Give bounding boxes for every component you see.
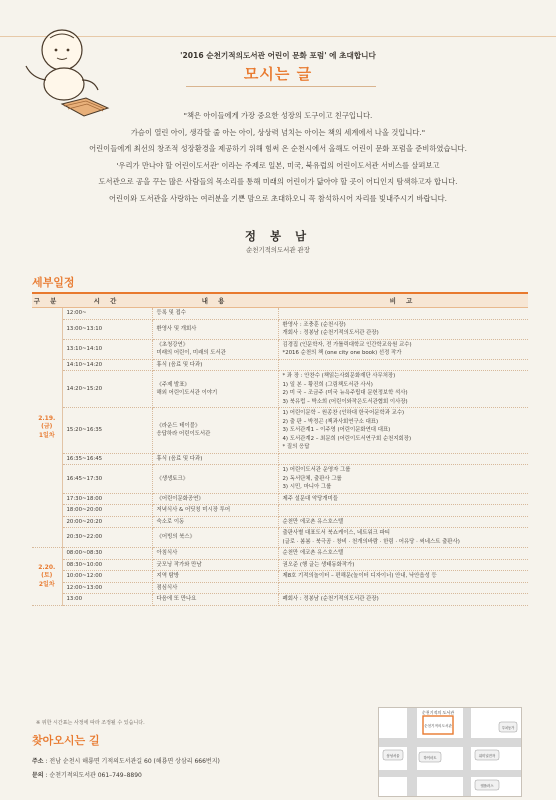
directions-section-title: 찾아오시는 길	[32, 734, 100, 747]
table-row	[32, 359, 528, 371]
directions-info	[32, 755, 220, 783]
address-text: : 전남 순천시 해룡면 기적의도서관길 60 (해룡면 상삼리 666번지)	[43, 758, 220, 765]
title-rule	[186, 86, 376, 87]
table-row	[32, 493, 528, 505]
schedule-time: 14:10~14:20	[62, 359, 152, 371]
table-row	[32, 548, 528, 560]
schedule-content: 다음에 또 만나요	[152, 594, 278, 606]
map-label-electronics: 위미널전자	[478, 754, 496, 758]
table-row	[32, 559, 528, 571]
schedule-content: 《초청강연》 미래의 어린이, 미래의 도서관	[152, 339, 278, 359]
schedule-time: 13:00	[62, 594, 152, 606]
signature-name: 정 봉 남	[244, 229, 312, 243]
table-row	[32, 465, 528, 494]
schedule-footnote: ※ 위한 시간표는 사정에 따라 조정될 수 있습니다.	[36, 720, 145, 726]
schedule-content: 지역 탐방	[152, 571, 278, 583]
day2-label: 2.20.(토) 2일차	[32, 548, 62, 606]
schedule-note	[278, 453, 528, 465]
schedule-body	[32, 308, 528, 606]
map-label-library-top: 순천기적의 도서관	[421, 710, 455, 715]
schedule-note: 환영사 : 조충훈 (순천시장) 개회사 : 정봉남 (순천기적의도서관 관장)	[278, 319, 528, 339]
schedule-content: 숙소로 이동	[152, 516, 278, 528]
schedule-note: * 좌 장 : 안찬수 (책읽는사회문화재단 사무처장) 1) 일 본 – 황진희 (그림책도서관 사서) 2) 미 국 – 조금주 (미국 뉴욕주립대 문헌정보학 석사) 3) 북유럽 – 박소희 (어린이와작은도서관협회 이사장)	[278, 371, 528, 408]
table-row	[32, 453, 528, 465]
schedule-note: 출판사별 대표도서 북쇼케이스, 네트워크 파티 (글로 · 봄봄 · 북극곰 · 창비 · 천개의바람 · 한림 · 어유당 · 써네스트 출판사)	[278, 528, 528, 548]
table-row	[32, 528, 528, 548]
table-row	[32, 339, 528, 359]
schedule-note: 순천만 에코촌 유스호스텔	[278, 548, 528, 560]
map-label-eplus: 엘플러스	[480, 784, 494, 788]
schedule-note: 제8호 기적의놀이터 – 편해문(놀이터 디자이너) 안내, 낙안읍성 등	[278, 571, 528, 583]
schedule-time: 20:00~20:20	[62, 516, 152, 528]
forum-invitation-subtitle: '2016 순천기적의도서관 어린이 문화 포럼' 에 초대합니다	[180, 51, 376, 60]
schedule-section-title: 세부일정	[32, 276, 75, 289]
schedule-content: 점심식사	[152, 582, 278, 594]
column-header-content: 내 용	[152, 293, 278, 308]
schedule-time: 20:30~22:00	[62, 528, 152, 548]
schedule-content: 《어빙의 북스》	[152, 528, 278, 548]
table-row	[32, 594, 528, 606]
column-header-category: 구 분	[32, 293, 62, 308]
schedule-time: 14:20~15:20	[62, 371, 152, 408]
table-row	[32, 371, 528, 408]
schedule-content: 아침식사	[152, 548, 278, 560]
table-row	[32, 582, 528, 594]
table-row	[32, 308, 528, 320]
map-label-library: 순천기적의도서관	[424, 724, 452, 728]
schedule-time: 08:30~10:00	[62, 559, 152, 571]
invitation-letter	[20, 108, 536, 207]
contact-label: 문의	[32, 772, 44, 779]
contact-line	[32, 769, 220, 783]
schedule-note	[278, 359, 528, 371]
intro-line: 도서관으로 공을 꾸는 많은 사람들의 목소리를 통해 미래의 어린이가 닮아야 할 곳이 어디인지 탐색하고자 합니다.	[98, 177, 458, 186]
schedule-content: 《어린이문화공연》	[152, 493, 278, 505]
schedule-content: 환영사 및 개회사	[152, 319, 278, 339]
table-row	[32, 505, 528, 517]
schedule-time: 13:10~14:10	[62, 339, 152, 359]
address-line	[32, 755, 220, 769]
table-row	[32, 408, 528, 454]
schedule-content: 등록 및 접수	[152, 308, 278, 320]
intro-line: '우리가 만나야 할 어린이도서관' 이라는 주제로 일본, 미국, 북유럽의 어린이도서관 서비스를 살펴보고	[116, 160, 440, 170]
schedule-time: 16:45~17:30	[62, 465, 152, 494]
schedule-content: 《라운드 테이블》 응답하라 어린이도서관	[152, 408, 278, 454]
intro-line: 어린이와 도서관을 사랑하는 여러분을 기쁜 맘으로 초대하오니 꼭 참석하시어 자리를 빛내주시기 바랍니다.	[109, 193, 447, 203]
schedule-content: 《생생토크》	[152, 465, 278, 494]
column-header-note: 비 고	[278, 293, 528, 308]
schedule-note: 폐회사 : 정봉남 (순천기적의도서관 관장)	[278, 594, 528, 606]
schedule-note	[278, 308, 528, 320]
schedule-time: 17:30~18:00	[62, 493, 152, 505]
intro-line: "책은 아이들에게 가장 중요한 성장의 도구이고 친구입니다.	[183, 111, 373, 120]
map-label-himart: 하이마트	[423, 756, 437, 760]
schedule-note: 권오준 (행 글는 생태동화작가)	[278, 559, 528, 571]
schedule-time: 15:20~16:35	[62, 408, 152, 454]
contact-text: : 순천기적의도서관 061–749–8890	[43, 772, 142, 779]
schedule-content: 굿모닝 작가와 만남	[152, 559, 278, 571]
schedule-time: 08:00~08:30	[62, 548, 152, 560]
column-header-time: 시 간	[62, 293, 152, 308]
schedule-content: 《주제 발표》 해외 어린이도서관 이야기	[152, 371, 278, 408]
schedule-time: 13:00~13:10	[62, 319, 152, 339]
schedule-time: 18:00~20:00	[62, 505, 152, 517]
page-title: 모시는 글	[243, 65, 313, 83]
schedule-time: 10:00~12:00	[62, 571, 152, 583]
schedule-note: 1) 어린이문학 – 원종찬 (인하대 한국어문학과 교수) 2) 출 판 – 박정곤 (책과사회연구소 대표) 3) 도서관계1 – 이주영 (어린이문화연대 대표) 4) 도서관계2 – 최문희 (어린이도서연구회 순천지회장) * 질의 응답	[278, 408, 528, 454]
schedule-time: 12:00~13:00	[62, 582, 152, 594]
address-label: 주소	[32, 758, 44, 765]
map-label-samsung: 삼성서울	[386, 754, 400, 758]
schedule-time: 12:00~	[62, 308, 152, 320]
location-map	[378, 707, 522, 797]
schedule-note: 제주 설문대 악당개미들	[278, 493, 528, 505]
schedule-table	[32, 292, 528, 606]
table-header-row	[32, 293, 528, 308]
schedule-note: 김경집 (인문학자, 전 가톨릭대학교 인간학교육원 교수) *2016 순천의 책 (one city one book) 선정 작가	[278, 339, 528, 359]
schedule-content: 저녁식사 & 어딧칭 미시장 투어	[152, 505, 278, 517]
map-label-shop: 투치동가	[501, 726, 515, 730]
schedule-time: 16:35~16:45	[62, 453, 152, 465]
schedule-content: 휴식 (음료 및 다과)	[152, 359, 278, 371]
intro-line: 가슴이 열린 아이, 생각할 줄 아는 아이, 상상력 넘치는 아이는 책의 세계에서 나올 것입니다."	[130, 127, 426, 137]
schedule-note	[278, 582, 528, 594]
schedule-note: 1) 어린이도서관 운영자 그룹 2) 독서단체, 출판사 그룹 3) 시민, 마니아 그룹	[278, 465, 528, 494]
day1-label: 2.19.(금) 1일차	[32, 308, 62, 548]
schedule-note: 순천만 에코촌 유스호스텔	[278, 516, 528, 528]
intro-line: 어린이들에게 최선의 창조적 성장환경을 제공하기 위해 힘써 온 순천시에서 올해도 어린이 문화 포럼을 준비하였습니다.	[89, 144, 467, 153]
schedule-content: 휴식 (음료 및 다과)	[152, 453, 278, 465]
signature-role: 순천기적의도서관 관장	[246, 246, 310, 254]
schedule-note	[278, 505, 528, 517]
table-row	[32, 319, 528, 339]
table-row	[32, 571, 528, 583]
table-row	[32, 516, 528, 528]
